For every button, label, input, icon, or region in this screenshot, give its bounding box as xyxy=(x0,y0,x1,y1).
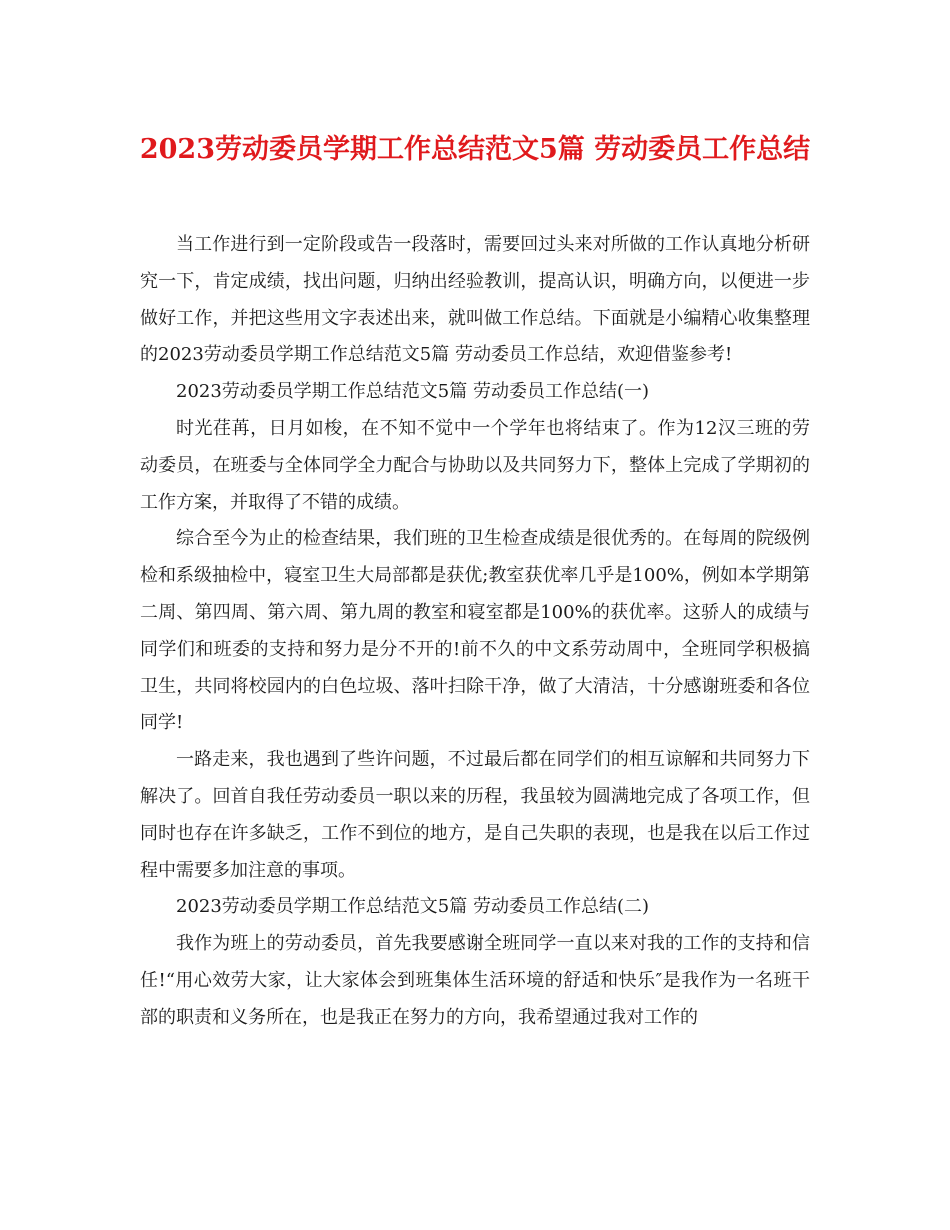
paragraph-intro: 当工作进行到一定阶段或告一段落时，需要回过头来对所做的工作认真地分析研究一下，肯定成绩，找出问题，归纳出经验教训，提高认识，明确方向，以便进一步做好工作，并把这些用文字表述出来，就叫做工作总结。下面就是小编精心收集整理的2023劳动委员学期工作总结范文5篇 劳动委员工作总结，欢迎借鉴参考! xyxy=(140,234,810,366)
paragraph: 综合至今为止的检查结果，我们班的卫生检查成绩是很优秀的。在每周的院级例检和系级抽检中，寝室卫生大局部都是获优;教室获优率几乎是100%，例如本学期第二周、第四周、第六周、第九周的教室和寝室都是100%的获优率。这骄人的成绩与同学们和班委的支持和努力是分不开的!前不久的中文系劳动周中，全班同学积极搞卫生，共同将校园内的白色垃圾、落叶扫除干净，做了大清洁，十分感谢班委和各位同学! xyxy=(140,528,810,734)
section-heading-1: 2023劳动委员学期工作总结范文5篇 劳动委员工作总结(一) xyxy=(176,381,650,403)
document-body xyxy=(140,227,810,1037)
paragraph: 我作为班上的劳动委员，首先我要感谢全班同学一直以来对我的工作的支持和信任!“用心效劳大家，让大家体会到班集体生活环境的舒适和快乐″是我作为一名班干部的职责和义务所在，也是我正在努力的方向，我希望通过我对工作的 xyxy=(140,933,810,1028)
paragraph: 一路走来，我也遇到了些许问题，不过最后都在同学们的相互谅解和共同努力下解决了。回首自我任劳动委员一职以来的历程，我虽较为圆满地完成了各项工作，但同时也存在许多缺乏，工作不到位的地方，是自己失职的表现，也是我在以后工作过程中需要多加注意的事项。 xyxy=(140,749,810,881)
section-heading-2: 2023劳动委员学期工作总结范文5篇 劳动委员工作总结(二) xyxy=(176,896,650,918)
document-title: 2023劳动委员学期工作总结范文5篇 劳动委员工作总结 xyxy=(139,134,811,165)
paragraph: 时光荏苒，日月如梭，在不知不觉中一个学年也将结束了。作为12汉三班的劳动委员，在班委与全体同学全力配合与协助以及共同努力下，整体上完成了学期初的工作方案，并取得了不错的成绩。 xyxy=(140,417,810,513)
